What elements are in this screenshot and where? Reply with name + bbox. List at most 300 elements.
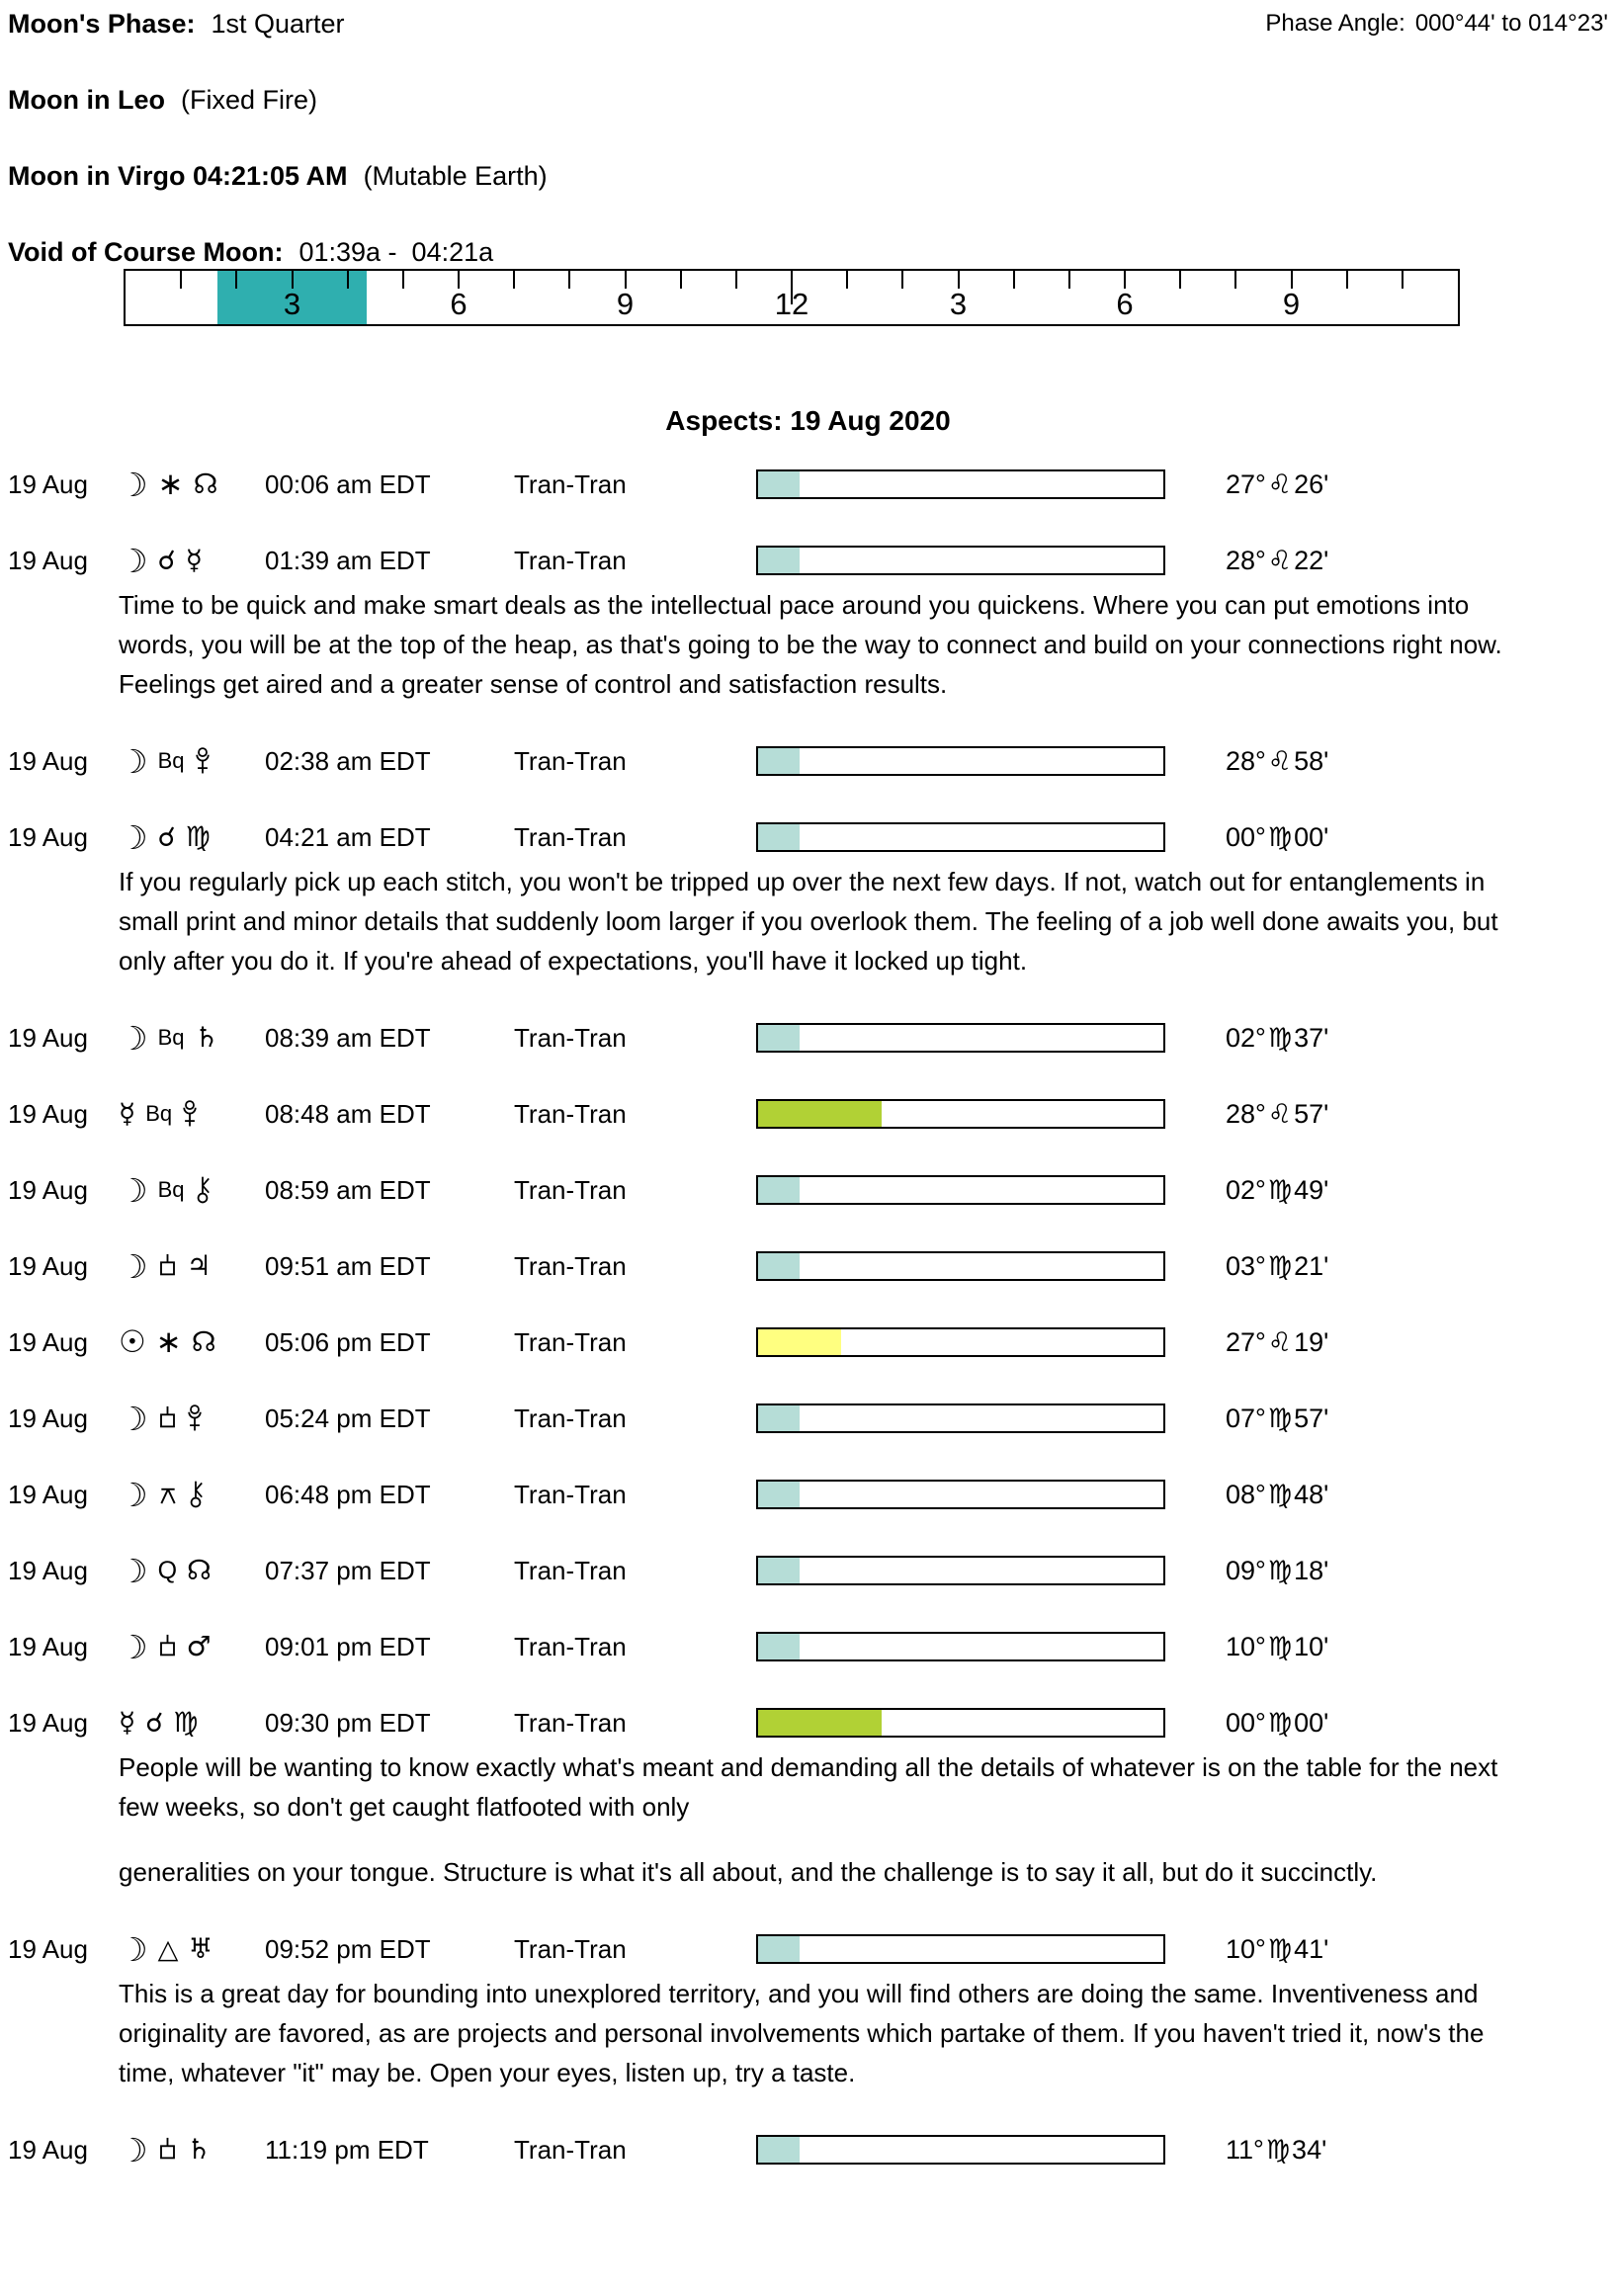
aspect-row-left xyxy=(8,1708,756,1739)
aspect-row-left xyxy=(8,1018,756,1058)
aspect-orb-bar xyxy=(756,1403,1165,1433)
position-minutes: 48' xyxy=(1294,1479,1329,1509)
aspect-row xyxy=(8,1629,1608,1664)
position-degrees: 08° xyxy=(1226,1479,1266,1509)
sesquiquadrate-icon xyxy=(158,2137,177,2163)
position-degrees: 28° xyxy=(1226,545,1266,575)
position-minutes: 49' xyxy=(1294,1174,1329,1205)
moon-icon: ☽ xyxy=(119,541,148,580)
aspect-note xyxy=(119,1974,1514,2092)
moon-icon: ☽ xyxy=(119,1018,148,1058)
aspect-position xyxy=(1226,1251,1328,1282)
aspect-glyphs xyxy=(119,1018,265,1058)
aspect-glyphs xyxy=(119,2130,265,2169)
aspect-row xyxy=(8,1477,1608,1512)
position-minutes: 19' xyxy=(1294,1326,1329,1357)
aspect-orb-bar xyxy=(756,1023,1165,1053)
aspect-orb-bar xyxy=(756,1175,1165,1205)
aspect-position xyxy=(1226,746,1328,777)
aspect-date: 19 Aug xyxy=(8,1631,88,1661)
aspect-time: 05:24 pm EDT xyxy=(265,1403,431,1433)
position-minutes: 26' xyxy=(1294,468,1329,499)
position-minutes: 18' xyxy=(1294,1555,1329,1585)
position-degrees: 00° xyxy=(1226,1707,1266,1738)
aspect-row xyxy=(8,1324,1608,1360)
aspect-orb-fill xyxy=(758,1329,841,1355)
aspect-glyphs xyxy=(119,1475,265,1514)
ruler-tick xyxy=(1234,271,1236,289)
aspect-date: 19 Aug xyxy=(8,1022,88,1053)
aspect-row xyxy=(8,1096,1608,1132)
aspect-row xyxy=(8,1931,1608,1967)
aspect-orb-bar xyxy=(756,1708,1165,1738)
aspect-type: Tran-Tran xyxy=(514,1326,627,1357)
virgo-icon: ♍ xyxy=(1267,1479,1293,1510)
ruler-tick xyxy=(1179,271,1181,289)
aspect-orb-bar xyxy=(756,2135,1165,2165)
aspect-time: 06:48 pm EDT xyxy=(265,1479,431,1509)
aspect-type: Tran-Tran xyxy=(514,1479,627,1509)
ruler-hour-label: 6 xyxy=(450,287,468,321)
aspect-glyphs xyxy=(119,1551,265,1590)
aspect-row xyxy=(8,1401,1608,1436)
moon-in-leo-line xyxy=(8,84,1608,116)
moon-icon: ☽ xyxy=(119,817,148,857)
aspect-note-paragraph: This is a great day for bounding into unexplored territory, and you will find others are doing the same. Inventiveness and originality are favored, as are projects and personal involvements which partake of them. If you haven't tried it, now's the time, whatever "it" may be. Open your eyes, listen up, try a taste. xyxy=(119,1979,1485,2087)
aspect-position xyxy=(1226,1934,1328,1965)
aspect-time: 09:51 am EDT xyxy=(265,1250,431,1281)
aspect-type: Tran-Tran xyxy=(514,2134,627,2165)
aspect-date: 19 Aug xyxy=(8,1707,88,1738)
aspect-glyphs xyxy=(119,541,265,580)
position-degrees: 28° xyxy=(1226,745,1266,776)
aspect-type: Tran-Tran xyxy=(514,1933,627,1964)
position-minutes: 21' xyxy=(1294,1250,1329,1281)
aspect-item xyxy=(8,1931,1608,2092)
aspect-orb-bar xyxy=(756,1327,1165,1357)
aspect-orb-fill xyxy=(758,1025,800,1051)
aspect-orb-fill xyxy=(758,824,800,850)
aspect-row-left xyxy=(8,1170,756,1210)
moons-phase-line xyxy=(8,8,345,40)
quintile-icon: Q xyxy=(157,1556,178,1584)
aspect-orb-fill xyxy=(758,1253,800,1279)
moon-icon: ☽ xyxy=(119,1551,148,1590)
uranus-icon: ♅ xyxy=(188,1932,213,1965)
ruler-hour-label: 9 xyxy=(616,287,635,321)
position-degrees: 10° xyxy=(1226,1933,1266,1964)
aspect-glyphs xyxy=(119,1170,265,1210)
aspect-glyphs xyxy=(119,741,265,781)
moons-phase-value: 1st Quarter xyxy=(211,9,345,39)
aspect-glyphs xyxy=(119,1929,265,1969)
aspect-orb-bar xyxy=(756,822,1165,852)
aspect-orb-fill xyxy=(758,1482,800,1507)
aspect-orb-bar xyxy=(756,1251,1165,1281)
ruler-tick xyxy=(735,271,737,289)
ruler-tick xyxy=(568,271,570,289)
moon-icon: ☽ xyxy=(119,1399,148,1438)
virgo-icon: ♍ xyxy=(1267,1707,1293,1739)
moon-icon: ☽ xyxy=(119,1246,148,1286)
mercury-icon: ☿ xyxy=(119,1097,136,1130)
ruler-hour-label: 6 xyxy=(1116,287,1134,321)
aspect-row-left xyxy=(8,1323,756,1360)
aspect-row xyxy=(8,1553,1608,1588)
position-minutes: 57' xyxy=(1294,1098,1329,1129)
aspect-row-left xyxy=(8,1399,756,1438)
leo-icon: ♌ xyxy=(1267,1098,1293,1130)
aspect-date: 19 Aug xyxy=(8,821,88,852)
aspect-orb-bar xyxy=(756,469,1165,499)
aspects-title: Aspects: 19 Aug 2020 xyxy=(665,405,951,436)
ruler-tick xyxy=(1068,271,1070,289)
aspect-item xyxy=(8,467,1608,502)
mars-icon: ♂ xyxy=(186,1630,212,1662)
north-node-icon: ☊ xyxy=(191,1325,216,1358)
aspect-position xyxy=(1226,1480,1328,1510)
aspect-time: 08:39 am EDT xyxy=(265,1022,431,1053)
virgo-icon: ♍ xyxy=(1267,1555,1293,1586)
aspect-note-paragraph: If you regularly pick up each stitch, you won't be tripped up over the next few days. If not, watch out for entanglements in small print and minor details that suddenly loom larger if you overlook them. The feeling of a job well done awaits you, but only after you do it. If you're ahead of expectations, you'll have it locked up tight. xyxy=(119,867,1498,976)
north-node-icon: ☊ xyxy=(187,1554,212,1586)
biquintile-icon: Bq xyxy=(157,748,185,773)
aspect-date: 19 Aug xyxy=(8,1555,88,1585)
aspect-row-left xyxy=(8,1099,756,1130)
aspect-item xyxy=(8,1705,1608,1892)
ruler-hour-label: 9 xyxy=(1282,287,1301,321)
aspect-date: 19 Aug xyxy=(8,1479,88,1509)
aspect-row-left xyxy=(8,817,756,857)
aspect-item xyxy=(8,1020,1608,1056)
aspect-type: Tran-Tran xyxy=(514,745,627,776)
aspect-orb-fill xyxy=(758,1936,800,1962)
aspect-glyphs xyxy=(119,1323,265,1360)
aspect-item xyxy=(8,1096,1608,1132)
aspect-row xyxy=(8,467,1608,502)
aspect-row-left xyxy=(8,1929,756,1969)
aspect-orb-fill xyxy=(758,471,800,497)
aspect-position xyxy=(1226,1099,1328,1130)
aspect-date: 19 Aug xyxy=(8,1250,88,1281)
pluto-icon xyxy=(195,746,211,776)
moon-icon: ☽ xyxy=(119,1170,148,1210)
aspect-time: 04:21 am EDT xyxy=(265,821,431,852)
aspect-orb-bar xyxy=(756,1632,1165,1661)
aspect-item xyxy=(8,1553,1608,1588)
aspect-position xyxy=(1226,1632,1328,1662)
aspect-orb-fill xyxy=(758,1710,882,1736)
ruler-tick xyxy=(347,271,349,289)
sesquiquadrate-icon xyxy=(158,1634,177,1659)
aspect-glyphs xyxy=(119,1706,265,1739)
jupiter-icon: ♃ xyxy=(186,1249,212,1282)
saturn-icon: ♄ xyxy=(194,1021,219,1054)
position-degrees: 27° xyxy=(1226,1326,1266,1357)
aspect-glyphs xyxy=(119,1627,265,1666)
aspect-item xyxy=(8,1401,1608,1436)
conjunction-icon: ☌ xyxy=(157,545,176,576)
biquintile-icon: Bq xyxy=(157,1025,185,1050)
aspect-row xyxy=(8,1248,1608,1284)
aspect-position xyxy=(1226,822,1328,853)
aspect-type: Tran-Tran xyxy=(514,1555,627,1585)
aspect-item xyxy=(8,2132,1608,2168)
void-of-course-value: 01:39a - 04:21a xyxy=(298,237,494,267)
conjunction-icon: ☌ xyxy=(145,1707,164,1739)
aspect-row-left xyxy=(8,741,756,781)
aspect-row xyxy=(8,2132,1608,2168)
aspect-orb-fill xyxy=(758,1405,800,1431)
moon-icon: ☽ xyxy=(119,1627,148,1666)
moon-in-virgo-detail: (Mutable Earth) xyxy=(363,161,548,191)
aspect-row xyxy=(8,543,1608,578)
position-degrees: 00° xyxy=(1226,821,1266,852)
virgo-icon: ♍ xyxy=(173,1706,199,1739)
aspect-time: 02:38 am EDT xyxy=(265,745,431,776)
trine-icon: △ xyxy=(157,1933,179,1965)
position-degrees: 28° xyxy=(1226,1098,1266,1129)
aspect-row xyxy=(8,1172,1608,1208)
sextile-icon: ∗ xyxy=(155,1323,182,1360)
aspect-time: 09:52 pm EDT xyxy=(265,1933,431,1964)
ruler-tick xyxy=(180,271,182,289)
aspects-list xyxy=(8,467,1608,2168)
moon-icon: ☽ xyxy=(119,741,148,781)
voc-timeline-ruler xyxy=(124,269,1460,326)
ruler-tick xyxy=(402,271,404,289)
moon-in-leo-detail: (Fixed Fire) xyxy=(180,85,317,115)
ruler-tick xyxy=(513,271,515,289)
position-minutes: 41' xyxy=(1294,1933,1329,1964)
aspect-type: Tran-Tran xyxy=(514,545,627,575)
aspect-date: 19 Aug xyxy=(8,1098,88,1129)
virgo-icon: ♍ xyxy=(1267,1631,1293,1662)
aspect-row-left xyxy=(8,1475,756,1514)
aspect-type: Tran-Tran xyxy=(514,468,627,499)
aspect-glyphs xyxy=(119,465,265,504)
position-degrees: 03° xyxy=(1226,1250,1266,1281)
ruler-hour-label: 12 xyxy=(774,287,809,321)
moons-phase-label: Moon's Phase: xyxy=(8,9,196,39)
aspect-item xyxy=(8,1248,1608,1284)
aspect-date: 19 Aug xyxy=(8,1174,88,1205)
aspect-orb-fill xyxy=(758,548,800,573)
biquintile-icon: Bq xyxy=(145,1101,173,1126)
aspect-date: 19 Aug xyxy=(8,1326,88,1357)
aspect-row xyxy=(8,819,1608,855)
position-degrees: 09° xyxy=(1226,1555,1266,1585)
aspect-time: 09:01 pm EDT xyxy=(265,1631,431,1661)
aspect-row-left xyxy=(8,541,756,580)
aspect-row-left xyxy=(8,465,756,504)
sesquiquadrate-icon xyxy=(158,1405,177,1431)
aspect-row-left xyxy=(8,1627,756,1666)
phase-angle xyxy=(1265,8,1608,38)
aspect-time: 01:39 am EDT xyxy=(265,545,431,575)
chiron-icon xyxy=(188,1480,204,1509)
moon-icon: ☽ xyxy=(119,2130,148,2169)
aspect-note-paragraph: People will be wanting to know exactly what's meant and demanding all the details of whatever is on the table for the next few weeks, so don't get caught flatfooted with only xyxy=(119,1752,1498,1822)
virgo-icon: ♍ xyxy=(1267,1022,1293,1054)
virgo-icon: ♍ xyxy=(1267,821,1293,853)
aspect-glyphs xyxy=(119,817,265,857)
aspect-position xyxy=(1226,1403,1328,1434)
aspect-type: Tran-Tran xyxy=(514,1174,627,1205)
mercury-icon: ☿ xyxy=(185,544,203,576)
aspect-note-paragraph: Time to be quick and make smart deals as the intellectual pace around you quickens. Where you can put emotions into words, you will be at the top of the heap, as that's going to be the way to connect and build on your connections right now. Feelings get aired and a greater sense of control and satisfaction results. xyxy=(119,590,1502,699)
position-minutes: 37' xyxy=(1294,1022,1329,1053)
aspect-time: 07:37 pm EDT xyxy=(265,1555,431,1585)
quincunx-icon xyxy=(158,1485,178,1505)
position-minutes: 10' xyxy=(1294,1631,1329,1661)
aspect-date: 19 Aug xyxy=(8,545,88,575)
aspect-note xyxy=(119,862,1514,980)
position-degrees: 10° xyxy=(1226,1631,1266,1661)
conjunction-icon: ☌ xyxy=(157,821,176,853)
aspect-time: 00:06 am EDT xyxy=(265,468,431,499)
ruler-hour-label: 3 xyxy=(949,287,968,321)
biquintile-icon: Bq xyxy=(157,1177,185,1202)
aspect-position xyxy=(1226,546,1328,576)
aspect-type: Tran-Tran xyxy=(514,821,627,852)
header-top-row xyxy=(8,8,1608,40)
aspect-date: 19 Aug xyxy=(8,468,88,499)
chiron-icon xyxy=(195,1175,211,1205)
aspect-glyphs xyxy=(119,1399,265,1438)
moon-icon: ☽ xyxy=(119,1475,148,1514)
aspect-glyphs xyxy=(119,1246,265,1286)
aspect-item xyxy=(8,1629,1608,1664)
position-degrees: 07° xyxy=(1226,1403,1266,1433)
moon-in-virgo-line xyxy=(8,160,1608,192)
void-of-course-line xyxy=(8,236,1608,268)
aspect-row-left xyxy=(8,2130,756,2169)
mercury-icon: ☿ xyxy=(119,1706,136,1739)
phase-angle-value: 000°44' to 014°23' xyxy=(1414,10,1608,37)
aspect-orb-fill xyxy=(758,1101,882,1127)
aspect-time: 05:06 pm EDT xyxy=(265,1326,431,1357)
position-minutes: 00' xyxy=(1294,1707,1329,1738)
moon-icon: ☽ xyxy=(119,465,148,504)
aspect-row xyxy=(8,1020,1608,1056)
aspect-date: 19 Aug xyxy=(8,1403,88,1433)
ruler-tick xyxy=(1402,271,1403,289)
aspect-date: 19 Aug xyxy=(8,1933,88,1964)
aspect-type: Tran-Tran xyxy=(514,1707,627,1738)
aspect-type: Tran-Tran xyxy=(514,1250,627,1281)
virgo-icon: ♍ xyxy=(1267,1174,1293,1206)
aspect-time: 09:30 pm EDT xyxy=(265,1707,431,1738)
pluto-icon xyxy=(182,1099,198,1129)
ruler-tick xyxy=(680,271,682,289)
aspect-orb-fill xyxy=(758,1558,800,1583)
aspect-orb-fill xyxy=(758,2137,800,2163)
ruler-tick xyxy=(846,271,848,289)
saturn-icon: ♄ xyxy=(186,2133,212,2166)
moon-in-leo-label: Moon in Leo xyxy=(8,85,165,115)
aspect-item xyxy=(8,543,1608,704)
virgo-icon: ♍ xyxy=(1265,2134,1291,2166)
position-minutes: 00' xyxy=(1294,821,1329,852)
aspect-position xyxy=(1226,1327,1328,1358)
aspect-item xyxy=(8,1324,1608,1360)
moon-in-virgo-label: Moon in Virgo 04:21:05 AM xyxy=(8,161,348,191)
leo-icon: ♌ xyxy=(1267,545,1293,576)
aspect-type: Tran-Tran xyxy=(514,1098,627,1129)
position-minutes: 22' xyxy=(1294,545,1329,575)
sun-icon: ☉ xyxy=(119,1323,146,1360)
aspect-time: 08:59 am EDT xyxy=(265,1174,431,1205)
ruler-tick xyxy=(235,271,237,289)
leo-icon: ♌ xyxy=(1267,745,1293,777)
virgo-icon: ♍ xyxy=(1267,1403,1293,1434)
leo-icon: ♌ xyxy=(1267,468,1293,500)
aspect-orb-bar xyxy=(756,746,1165,776)
aspect-item xyxy=(8,1172,1608,1208)
aspect-position xyxy=(1226,1175,1328,1206)
aspect-orb-fill xyxy=(758,1177,800,1203)
aspect-orb-bar xyxy=(756,1934,1165,1964)
leo-icon: ♌ xyxy=(1267,1326,1293,1358)
north-node-icon: ☊ xyxy=(193,468,218,500)
aspect-note xyxy=(119,585,1514,704)
aspect-position xyxy=(1226,2135,1326,2166)
aspect-position xyxy=(1226,1023,1328,1054)
ruler-tick xyxy=(901,271,903,289)
aspect-orb-bar xyxy=(756,1556,1165,1585)
void-of-course-label: Void of Course Moon: xyxy=(8,237,284,267)
aspect-date: 19 Aug xyxy=(8,2134,88,2165)
position-degrees: 11° xyxy=(1226,2134,1264,2165)
sextile-icon: ∗ xyxy=(157,466,184,502)
sesquiquadrate-icon xyxy=(158,1253,177,1279)
position-degrees: 02° xyxy=(1226,1022,1266,1053)
aspect-row-left xyxy=(8,1551,756,1590)
aspect-row xyxy=(8,1705,1608,1741)
aspect-item xyxy=(8,819,1608,980)
ruler-tick xyxy=(1013,271,1015,289)
aspect-item xyxy=(8,743,1608,779)
virgo-icon: ♍ xyxy=(185,820,211,853)
aspect-orb-fill xyxy=(758,1634,800,1659)
aspect-time: 11:19 pm EDT xyxy=(265,2134,429,2165)
position-degrees: 27° xyxy=(1226,468,1266,499)
phase-angle-label: Phase Angle: xyxy=(1265,10,1405,37)
position-minutes: 58' xyxy=(1294,745,1329,776)
aspect-position xyxy=(1226,1556,1328,1586)
virgo-icon: ♍ xyxy=(1267,1933,1293,1965)
aspect-type: Tran-Tran xyxy=(514,1631,627,1661)
moon-icon: ☽ xyxy=(119,1929,148,1969)
aspect-orb-fill xyxy=(758,748,800,774)
aspect-row xyxy=(8,743,1608,779)
aspect-orb-bar xyxy=(756,546,1165,575)
position-degrees: 02° xyxy=(1226,1174,1266,1205)
aspect-note-paragraph: generalities on your tongue. Structure is what it's all about, and the challenge is to say it all, but do it succinctly. xyxy=(119,1857,1378,1887)
position-minutes: 57' xyxy=(1294,1403,1329,1433)
aspect-orb-bar xyxy=(756,1099,1165,1129)
aspect-type: Tran-Tran xyxy=(514,1403,627,1433)
virgo-icon: ♍ xyxy=(1267,1250,1293,1282)
ruler-tick xyxy=(1346,271,1348,289)
aspect-type: Tran-Tran xyxy=(514,1022,627,1053)
pluto-icon xyxy=(187,1403,203,1433)
aspect-position xyxy=(1226,469,1328,500)
position-minutes: 34' xyxy=(1292,2134,1327,2165)
aspect-orb-bar xyxy=(756,1480,1165,1509)
aspect-item xyxy=(8,1477,1608,1512)
